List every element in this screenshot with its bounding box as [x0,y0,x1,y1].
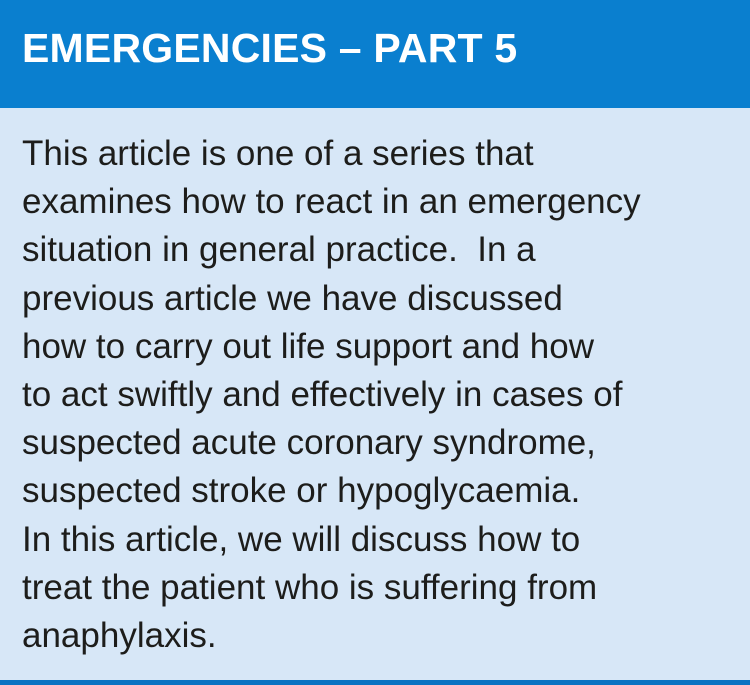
intro-line: This article is one of a series that [22,134,534,173]
intro-line: examines how to react in an emergency [22,182,641,222]
box-title: EMERGENCIES – PART 5 [22,25,518,71]
intro-line: In this article, we will discuss how to [22,519,581,559]
box-header [0,0,750,108]
intro-line: previous article we have discussed [22,278,563,318]
intro-paragraph [22,130,742,660]
intro-line: situation in general practice. In a [22,230,536,270]
intro-line: suspected stroke or hypoglycaemia. [22,471,581,511]
intro-line: treat the patient who is suffering from [22,567,598,607]
intro-line: to act swiftly and effectively in cases of [22,375,623,415]
intro-line: anaphylaxis. [22,616,217,656]
intro-line: suspected acute coronary syndrome, [22,423,596,463]
intro-line: how to carry out life support and how [22,326,594,366]
